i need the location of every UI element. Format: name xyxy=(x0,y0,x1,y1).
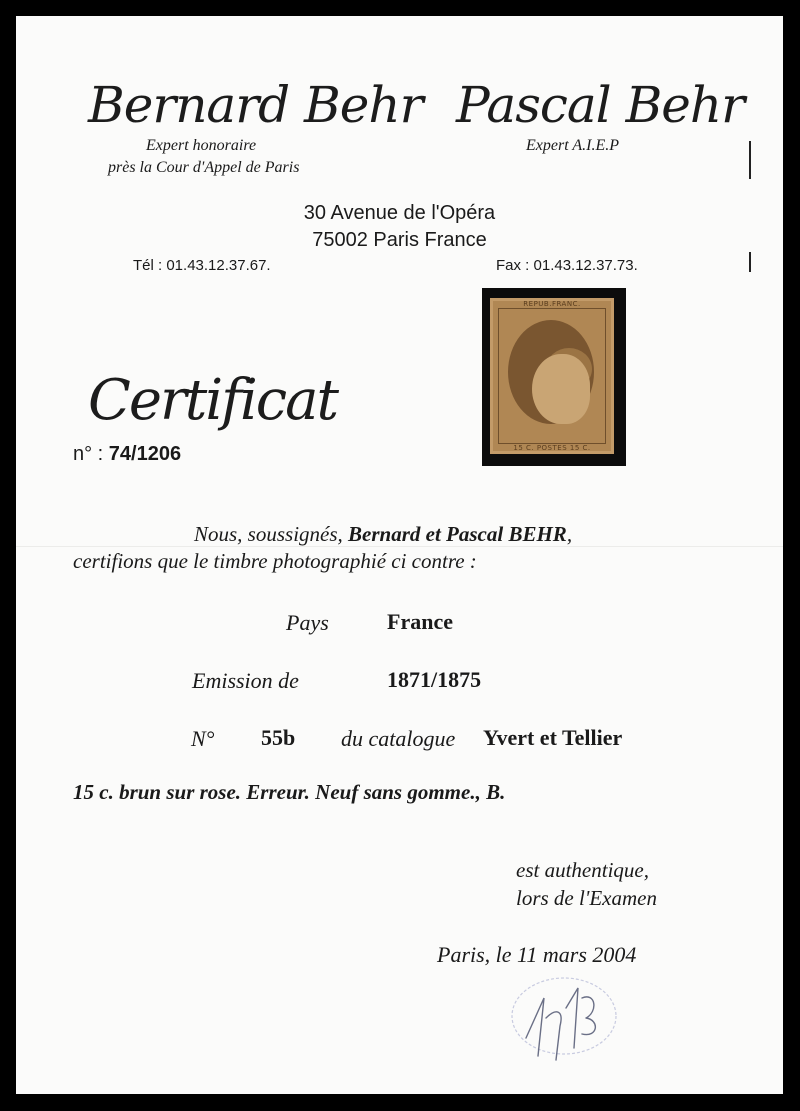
closing-line-2: lors de l'Examen xyxy=(516,886,657,910)
stamp-description: 15 c. brun sur rose. Erreur. Neuf sans gomme., B. xyxy=(73,780,506,804)
signature-stroke xyxy=(526,988,595,1060)
stamp xyxy=(490,298,614,454)
closing-line-1: est authentique, xyxy=(516,858,649,882)
certificate-number-label: n° : xyxy=(73,443,104,465)
expert-title-right: Expert A.I.E.P xyxy=(526,137,620,154)
issue-value: 1871/1875 xyxy=(387,667,482,692)
margin-mark-1 xyxy=(749,141,751,179)
issue-label: Emission de xyxy=(192,668,299,693)
expert-name-right: Pascal Behr xyxy=(456,76,744,134)
ceres-head-icon xyxy=(532,354,590,424)
address-line-1: 30 Avenue de l'Opéra xyxy=(303,202,496,224)
stamp-photo xyxy=(482,288,626,466)
expert-title-left-2: près la Cour d'Appel de Paris xyxy=(108,159,300,176)
country-label: Pays xyxy=(286,610,329,635)
declaration-line-2: certifions que le timbre photographié ci contre : xyxy=(73,549,477,573)
stamp-top-text: REPUB.FRANC. xyxy=(523,300,581,308)
declaration-end: , xyxy=(566,522,573,546)
certificate-number xyxy=(73,443,181,466)
place-and-date: Paris, le 11 mars 2004 xyxy=(437,942,637,967)
signature-seal xyxy=(512,978,616,1054)
address-line-2: 75002 Paris France xyxy=(312,229,487,251)
catalogue-number-label: N° xyxy=(191,726,215,751)
stamp-bottom-text: 15 C. POSTES 15 C. xyxy=(513,444,591,452)
country-value: France xyxy=(387,609,453,634)
catalogue-label: du catalogue xyxy=(341,726,456,751)
catalogue-number-value: 55b xyxy=(261,725,296,750)
catalogue-value: Yvert et Tellier xyxy=(483,725,623,750)
stamp-medallion xyxy=(508,320,594,424)
declaration-start: Nous, soussignés, xyxy=(194,522,343,546)
certificate-sheet xyxy=(16,16,783,1094)
declaration-names: Bernard et Pascal BEHR xyxy=(348,522,567,546)
telephone: Tél : 01.43.12.37.67. xyxy=(133,257,271,274)
margin-mark-2 xyxy=(749,252,751,272)
certificate-number-value: 74/1206 xyxy=(108,443,182,465)
declaration-line-1 xyxy=(194,522,572,547)
expert-title-left-1: Expert honoraire xyxy=(146,137,257,154)
expert-name-left: Bernard Behr xyxy=(88,76,423,134)
fax: Fax : 01.43.12.37.73. xyxy=(496,257,638,274)
certificate-title: Certificat xyxy=(88,368,338,433)
handwritten-signature xyxy=(486,968,636,1078)
